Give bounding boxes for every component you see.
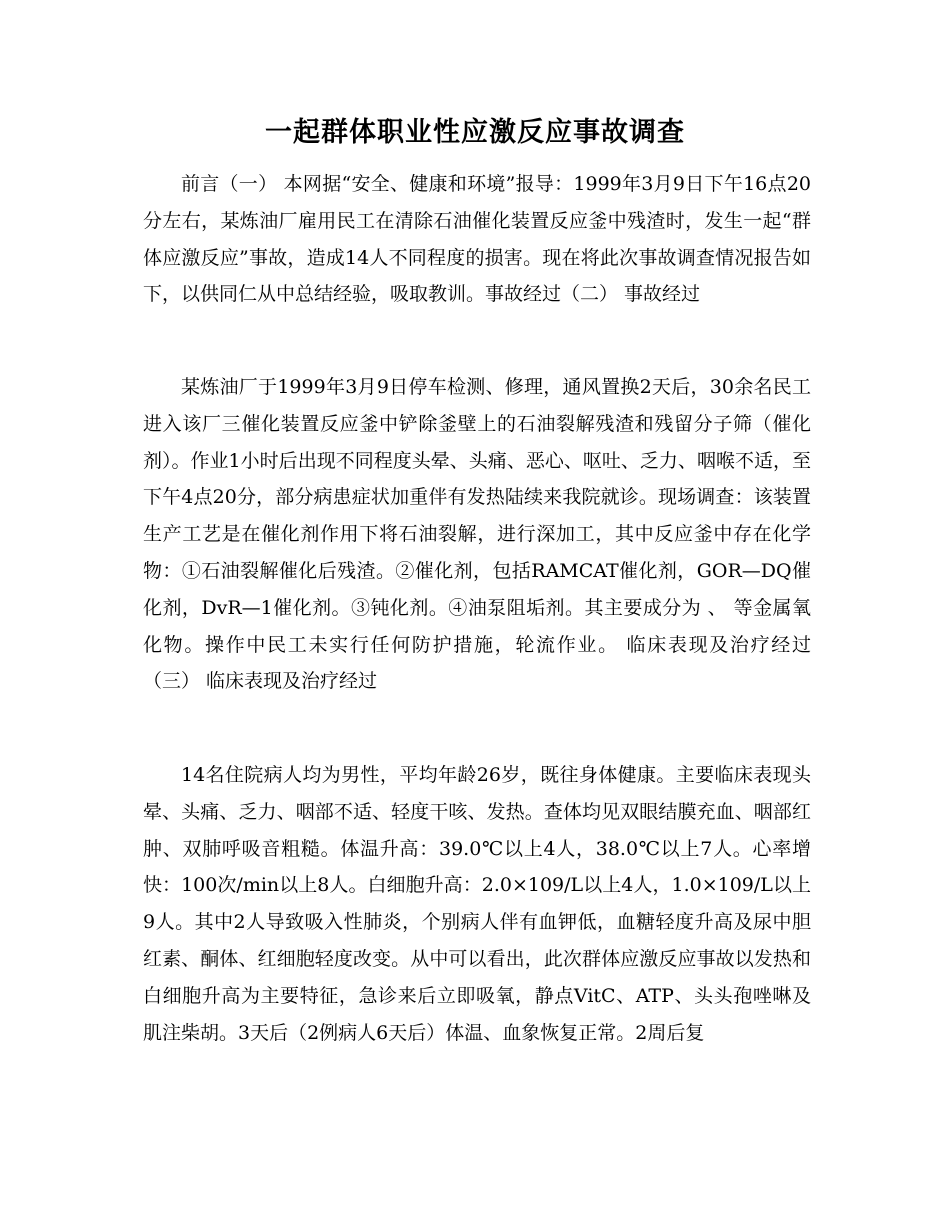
paragraph-clinical-treatment: 14名住院病人均为男性，平均年龄26岁，既往身体健康。主要临床表现头晕、头痛、乏力、咽部不适、轻度干咳、发热。查体均见双眼结膜充血、咽部红肿、双肺呼吸音粗糙。体温升高：39.0℃以上4人，38.0℃以上7人。心率增快：100次/min以上8人。白细胞升高：2.0×109/L以上4人，1.0×109/L以上9人。其中2人导致吸入性肺炎，个别病人伴有血钾低，血糖轻度升高及尿中胆红素、酮体、红细胞轻度改变。从中可以看出，此次群体应激反应事故以发热和白细胞升高为主要特征，急诊来后立即吸氧，静点VitC、ATP、头头孢唑啉及肌注柴胡。3天后（2例病人6天后）体温、血象恢复正常。2周后复 — [143, 764, 811, 1044]
document-title: 一起群体职业性应激反应事故调查 — [265, 117, 685, 148]
paragraph-preface: 前言（一） 本网据“安全、健康和环境”报导：1999年3月9日下午16点20分左右，某炼油厂雇用民工在清除石油催化装置反应釜中残渣时，发生一起“群体应激反应”事故，造成14人不同程度的损害。现在将此次事故调查情况报告如下，以供同仁从中总结经验，吸取教训。事故经过（二） 事故经过 — [143, 173, 811, 306]
paragraph-accident-process: 某炼油厂于1999年3月9日停车检测、修理，通风置换2天后，30余名民工进入该厂三催化装置反应釜中铲除釜壁上的石油裂解残渣和残留分子筛（催化剂）。作业1小时后出现不同程度头晕、头痛、恶心、呕吐、乏力、咽喉不适，至下午4点20分，部分病患症状加重伴有发热陆续来我院就诊。现场调查：该装置生产工艺是在催化剂作用下将石油裂解，进行深加工，其中反应釜中存在化学物：①石油裂解催化后残渣。②催化剂，包括RAMCAT催化剂，GOR—DQ催化剂，DvR—1催化剂。③钝化剂。④油泵阻垢剂。其主要成分为 、 等金属氧化物。操作中民工未实行任何防护措施，轮流作业。 临床表现及治疗经过（三） 临床表现及治疗经过 — [143, 376, 811, 693]
